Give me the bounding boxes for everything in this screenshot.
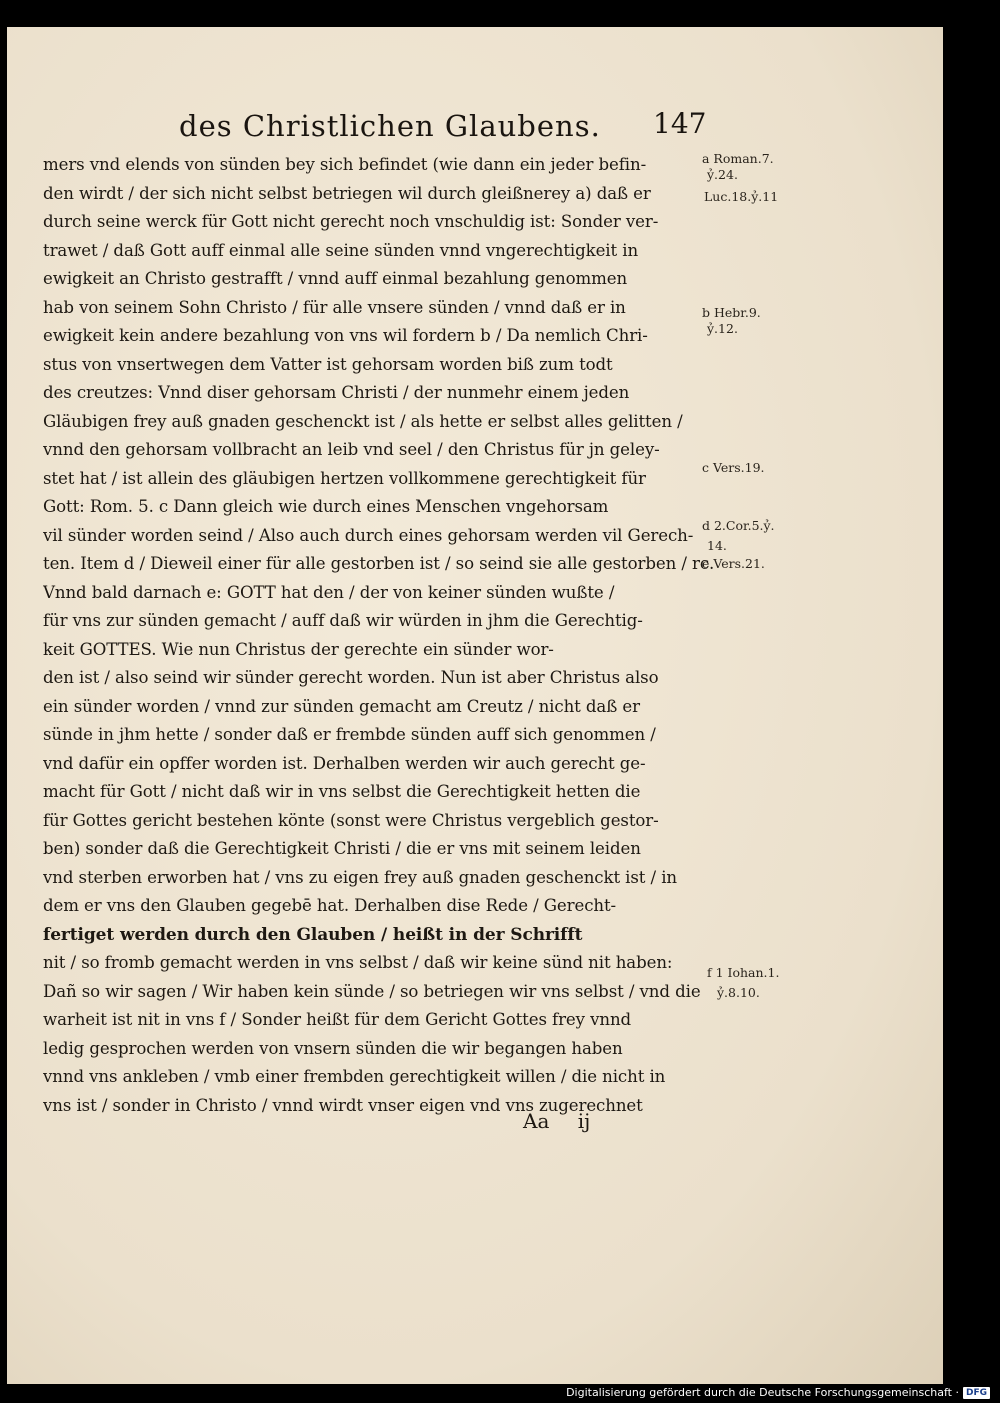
text-line: für vns zur sünden gemacht / auff daß wir würden in jhm die Gerechtig- xyxy=(43,611,643,630)
text-line: ein sünder worden / vnnd zur sünden gemacht am Creutz / nicht daß er xyxy=(43,696,640,716)
text-line: trawet / daß Gott auff einmal alle seine sünden vnnd vngerechtigkeit in xyxy=(43,240,639,260)
margin-note-a: a Roman.7. xyxy=(702,151,774,166)
text-line: keit GOTTES. Wie nun Christus der gerechte ein sünder wor- xyxy=(43,639,554,659)
text-line: vnd dafür ein opffer worden ist. Derhalben werden wir auch gerecht ge- xyxy=(43,753,646,773)
text-line: ewigkeit an Christo gestrafft / vnnd auff einmal bezahlung genommen xyxy=(43,269,628,288)
text-line: hab von seinem Sohn Christo / für alle vnsere sünden / vnnd daß er in xyxy=(43,297,626,317)
margin-note-e: e Vers.21. xyxy=(702,556,765,571)
text-line: ben) sonder daß die Gerechtigkeit Christi / die er vns mit seinem leiden xyxy=(43,839,641,858)
text-line: vnd sterben erworben hat / vns zu eigen frey auß gnaden geschenckt ist / in xyxy=(43,867,678,887)
footer-text: Digitalisierung gefördert durch die Deutsche Forschungsgemeinschaft · xyxy=(566,1386,959,1399)
text-line: durch seine werck für Gott nicht gerecht noch vnschuldig ist: Sonder ver- xyxy=(43,212,659,231)
margin-note-f: f 1 Iohan.1. xyxy=(707,965,780,980)
footer-credit xyxy=(566,1386,990,1399)
margin-note-d: d 2.Cor.5.ỷ. xyxy=(702,518,775,533)
text-line: vnnd vns ankleben / vmb einer frembden gerechtigkeit willen / die nicht in xyxy=(43,1067,666,1086)
text-line: Dañ so wir sagen / Wir haben kein sünde / so betriegen wir vns selbst / vnd die xyxy=(43,981,701,1001)
text-line: ledig gesprochen werden von vnsern sünden die wir begangen haben xyxy=(43,1038,623,1058)
text-line: nit / so fromb gemacht werden in vns selbst / daß wir keine sünd nit haben: xyxy=(43,953,673,972)
text-line: den wirdt / der sich nicht selbst betriegen wil durch gleißnerey a) daß er xyxy=(43,183,651,203)
text-line: vnnd den gehorsam vollbracht an leib vnd seel / den Christus für jn geley- xyxy=(43,440,660,459)
text-line: warheit ist nit in vns f / Sonder heißt für dem Gericht Gottes frey vnnd xyxy=(43,1010,632,1029)
running-header-title: des Christlichen Glaubens. xyxy=(179,109,601,143)
text-line: ewigkeit kein andere bezahlung von vns wil fordern b / Da nemlich Chri- xyxy=(43,326,648,345)
margin-note-c: c Vers.19. xyxy=(702,460,765,475)
text-line: dem er vns den Glauben gegebē hat. Derhalben dise Rede / Gerecht- xyxy=(43,896,617,915)
page-number: 147 xyxy=(653,107,707,140)
signature-mark: Aa ij xyxy=(523,1109,591,1133)
margin-note-a-verse: ỷ.24. xyxy=(707,167,738,182)
margin-note-b-verse: ỷ.12. xyxy=(707,321,738,336)
scanned-page xyxy=(7,27,943,1384)
text-line: für Gottes gericht bestehen könte (sonst were Christus vergeblich gestor- xyxy=(43,810,659,830)
text-line: Gott: Rom. 5. c Dann gleich wie durch eines Menschen vngehorsam xyxy=(43,497,609,516)
text-line: mers vnd elends von sünden bey sich befindet (wie dann ein jeder befin- xyxy=(43,155,647,174)
text-line: stet hat / ist allein des gläubigen hertzen vollkommene gerechtigkeit für xyxy=(43,468,646,488)
margin-note-d-verse: 14. xyxy=(707,538,727,553)
text-line: sünde in jhm hette / sonder daß er frembde sünden auff sich genommen / xyxy=(43,725,656,744)
margin-note-luc: Luc.18.ỷ.11 xyxy=(704,189,779,204)
text-line: vil sünder worden seind / Also auch durch eines gehorsam werden vil Gerech- xyxy=(43,525,694,545)
text-line: macht für Gott / nicht daß wir in vns selbst die Gerechtigkeit hetten die xyxy=(43,782,641,801)
text-line: Vnnd bald darnach e: GOTT hat den / der von keiner sünden wußte / xyxy=(43,582,615,602)
text-line: ten. Item d / Dieweil einer für alle gestorben ist / so seind sie alle gestorben / rc. xyxy=(43,554,715,573)
margin-note-f-verse: ỷ.8.10. xyxy=(717,985,760,1000)
text-line: stus von vnsertwegen dem Vatter ist gehorsam worden biß zum todt xyxy=(43,354,613,374)
text-line: Gläubigen frey auß gnaden geschenckt ist / als hette er selbst alles gelitten / xyxy=(43,411,683,431)
body-text xyxy=(43,151,715,1120)
text-line: vns ist / sonder in Christo / vnnd wirdt vnser eigen vnd vns zugerechnet xyxy=(43,1095,643,1115)
margin-note-b: b Hebr.9. xyxy=(702,305,761,320)
text-line-emphasis: fertiget werden durch den Glauben / heißt in der Schrifft xyxy=(43,924,583,945)
dfg-logo-icon: DFG xyxy=(963,1387,990,1399)
text-line: des creutzes: Vnnd diser gehorsam Christi / der nunmehr einem jeden xyxy=(43,383,630,402)
text-line: den ist / also seind wir sünder gerecht worden. Nun ist aber Christus also xyxy=(43,668,659,687)
